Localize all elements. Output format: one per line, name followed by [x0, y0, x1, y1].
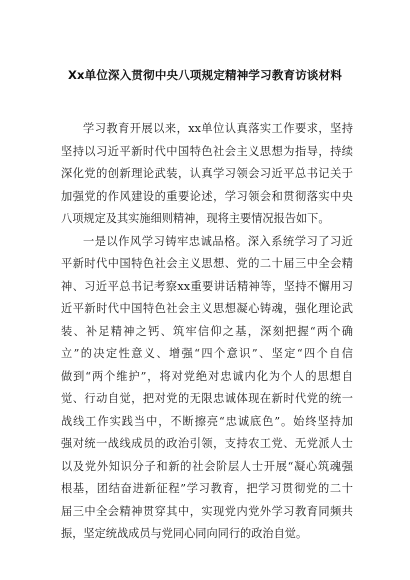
paragraph-1-line-5: 八项规定及其实施细则精神，现将主要情况报告如下。 [61, 212, 330, 225]
paragraph-2-line-8: 觉、行动自觉，把对党的无限忠诚体现在新时代党的统一 [61, 392, 353, 405]
paragraph-2-line-3: 神、习近平总书记考察xx重要讲话精神等，坚持不懈用习 [61, 279, 353, 293]
paragraph-2-line-2: 平新时代中国特色社会主义思想、党的二十届三中全会精 [61, 257, 353, 270]
paragraph-2-line-6: 立”的决定性意义、增强“四个意识”、坚定“四个自信 [61, 347, 353, 360]
paragraph-2-line-12: 根基，团结奋进新征程”学习教育，把学习贯彻党的二十 [61, 482, 353, 495]
paragraph-2-line-7: 做到“两个维护”，将对党绝对忠诚内化为个人的思想自 [61, 369, 353, 383]
paragraph-2-line-13: 届三中全会精神贯穿其中，实现党内党外学习教育同频共 [61, 504, 353, 518]
paragraph-1-line-1: 学习教育开展以来，xx单位认真落实工作要求，坚持 [83, 122, 353, 135]
paragraph-2-line-4: 近平新时代中国特色社会主义思想凝心铸魂，强化理论武 [61, 302, 353, 315]
paragraph-1-line-2: 坚持以习近平新时代中国特色社会主义思想为指导，持续 [61, 144, 353, 158]
paragraph-2-line-14: 振，坚定统战成员与党同心同向同行的政治自觉。 [61, 527, 308, 540]
document-title: Xx单位深入贯彻中央八项规定精神学习教育访谈材料 [67, 68, 343, 82]
paragraph-1-line-4: 加强党的作风建设的重要论述，学习领会和贯彻落实中央 [61, 189, 353, 203]
paragraph-1-line-3: 深化党的创新理论武装，认真学习领会习近平总书记关于 [61, 167, 353, 180]
paragraph-2-line-11: 以及党外知识分子和新的社会阶层人士开展“凝心筑魂强 [61, 459, 353, 473]
paragraph-2-line-9: 战线工作实践当中，不断擦亮“忠诚底色”。始终坚持加 [61, 414, 353, 428]
document-body [61, 118, 353, 546]
paragraph-2-line-10: 强对统一战线成员的政治引领，支持农工党、无党派人士 [61, 437, 353, 450]
paragraph-2-line-5: 装、补足精神之钙、筑牢信仰之基，深刻把握“两个确 [61, 324, 353, 338]
paragraph-2-line-1: 一是以作风学习铸牢忠诚品格。深入系统学习了习近 [83, 234, 353, 248]
